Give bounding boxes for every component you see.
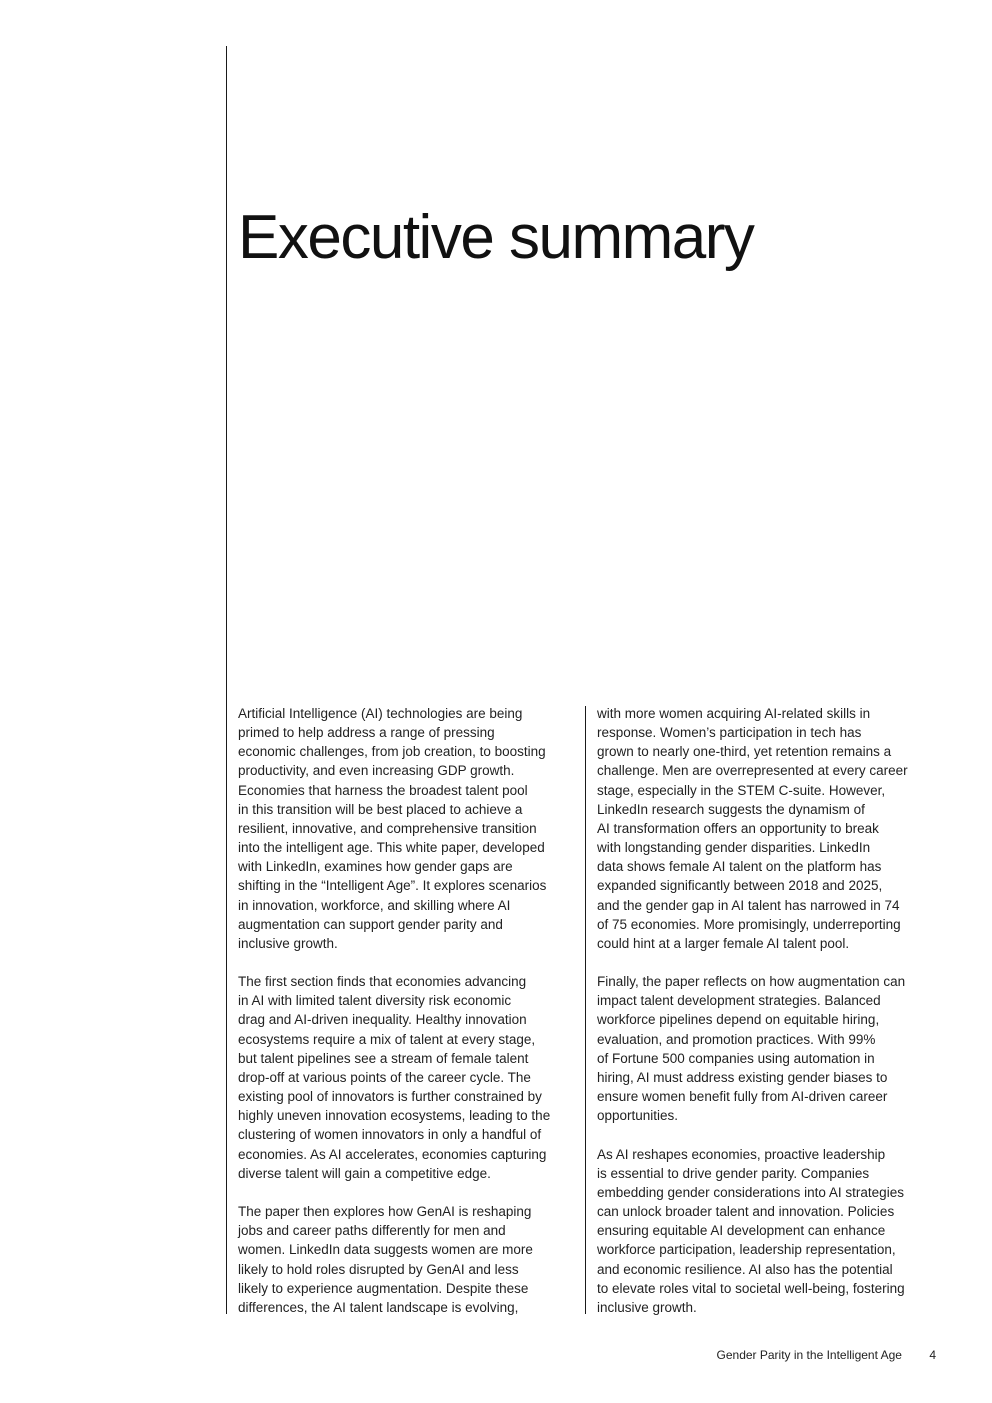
left-paragraph-2: The first section finds that economies advancing in AI with limited talent diversity risk economic drag and AI-driven inequality. Healthy innovation ecosystems require a mix of talent at every stage, but talent pipelines see a stream of female talent drop-off at various points of the career cycle. The existing pool of innovators is further constrained by highly uneven innovation ecosystems, leading to the clustering of women innovators in only a handful of economies. As AI accelerates, economies capturing diverse talent will gain a competitive edge. [238, 974, 551, 1181]
page-title: Executive summary [238, 203, 754, 272]
right-text-column [597, 704, 937, 1317]
right-paragraph-3: As AI reshapes economies, proactive leadership is essential to drive gender parity. Companies embedding gender considerations into AI strategies can unlock broader talent and innovation. Policies ensuring equitable AI development can enhance workforce participation, leadership representation, and economic resilience. AI also has the potential to elevate roles vital to societal well-being, fostering inclusive growth. [597, 1146, 905, 1315]
left-text-column [238, 704, 578, 1317]
footer-report-title: Gender Parity in the Intelligent Age [716, 1348, 902, 1362]
footer-page-number: 4 [929, 1348, 936, 1362]
left-paragraph-3: The paper then explores how GenAI is reshaping jobs and career paths differently for men and women. LinkedIn data suggests women are more likely to hold roles disrupted by GenAI and less likely to experience augmentation. Despite these differences, the AI talent landscape is evolving, [238, 1204, 533, 1315]
page-footer [717, 1347, 936, 1363]
left-paragraph-1: Artificial Intelligence (AI) technologies are being primed to help address a range of pressing economic challenges, from job creation, to boosting productivity, and even increasing GDP growth. Economies that harness the broadest talent pool in this transition will be best placed to achieve a resilient, innovative, and comprehensive transition into the intelligent age. This white paper, developed with LinkedIn, examines how gender gaps are shifting in the “Intelligent Age”. It explores scenarios in innovation, workforce, and skilling where AI augmentation can support gender parity and inclusive growth. [238, 706, 547, 951]
left-vertical-rule [226, 46, 227, 1314]
right-paragraph-1: with more women acquiring AI-related skills in response. Women’s participation in tech has grown to nearly one-third, yet retention remains a challenge. Men are overrepresented at every career stage, especially in the STEM C-suite. However, LinkedIn research suggests the dynamism of AI transformation offers an opportunity to break with longstanding gender disparities. LinkedIn data shows female AI talent on the platform has expanded significantly between 2018 and 2025, and the gender gap in AI talent has narrowed in 74 of 75 economies. More promisingly, underreporting could hint at a larger female AI talent pool. [597, 706, 908, 951]
column-divider-rule [585, 706, 586, 1314]
right-paragraph-2: Finally, the paper reflects on how augmentation can impact talent development strategies. Balanced workforce pipelines depend on equitable hiring, evaluation, and promotion practices. With 99% of Fortune 500 companies using automation in hiring, AI must address existing gender biases to ensure women benefit fully from AI-driven career opportunities. [597, 974, 906, 1124]
